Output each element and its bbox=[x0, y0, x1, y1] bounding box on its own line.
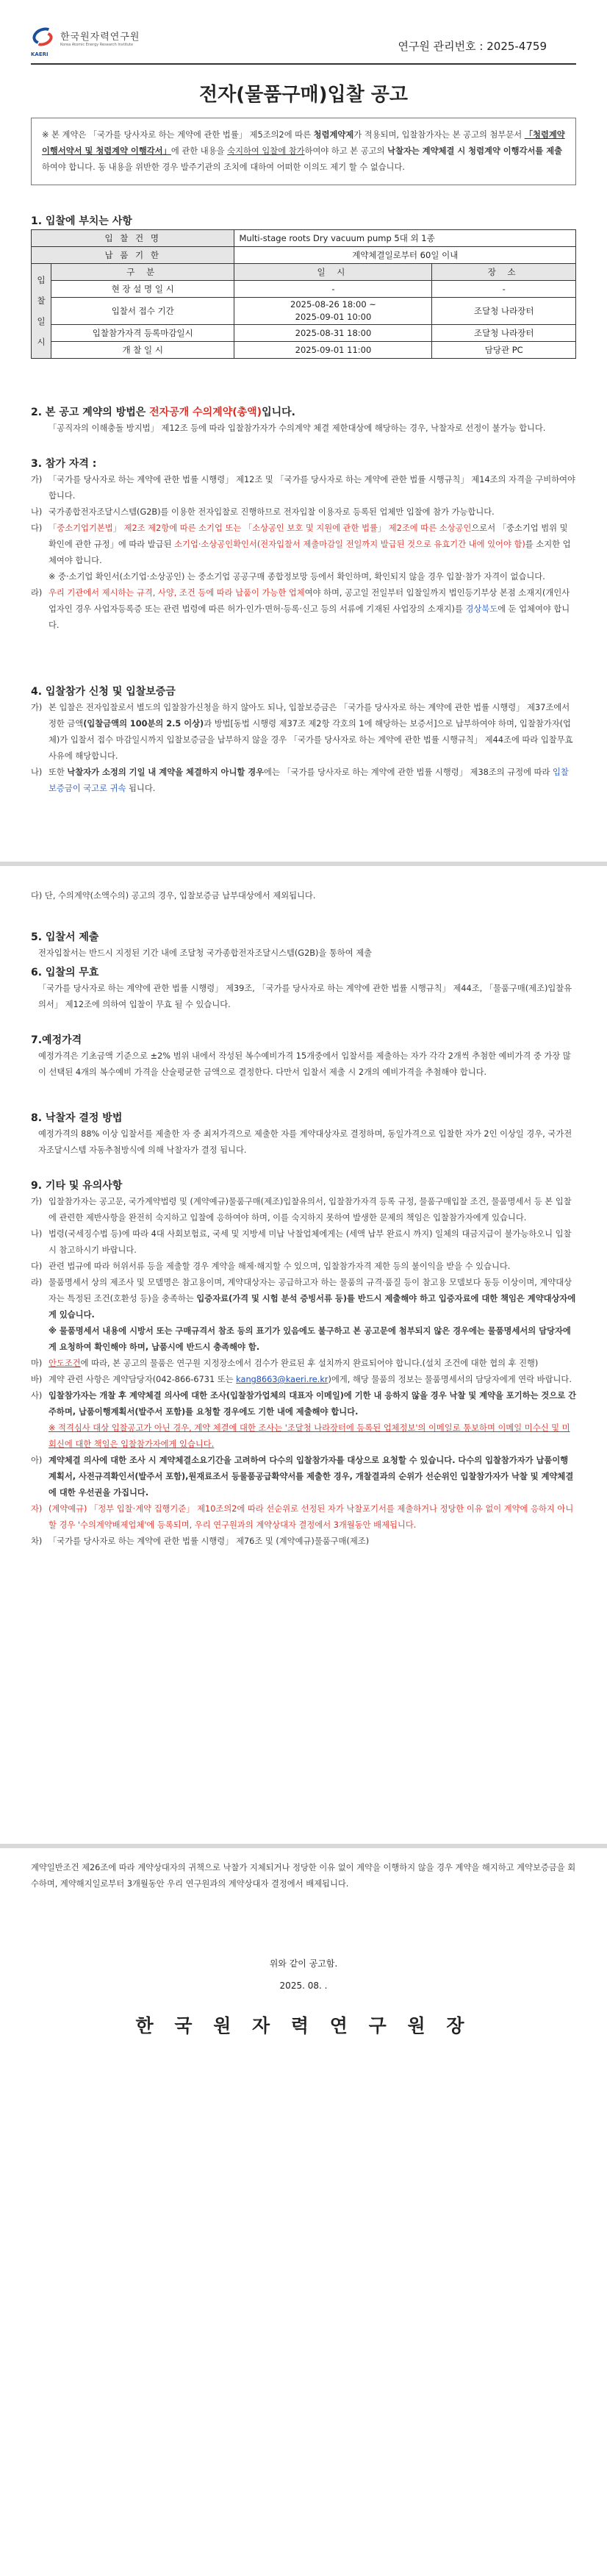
document-page-1 bbox=[9, 6, 598, 860]
section-8-text: 예정가격의 88% 이상 입찰서를 제출한 자 중 최저가격으로 제출한 자를 계약대상자로 결정하며, 동일가격으로 입찰한 자가 2인 이상일 경우, 국가전자조달시스템 자동추첨방식에 의해 낙찰자가 결정 됩니다. bbox=[38, 1129, 572, 1155]
section-7-heading: 7.예정가격 bbox=[31, 1034, 82, 1046]
integrity-notice-box bbox=[31, 118, 576, 185]
delivery-deadline-label: 납 품 기 한 bbox=[32, 247, 234, 264]
list-item: ※ 중·소기업 확인서(소기업·소상공인) 는 중소기업 공공구매 종합정보망 등에서 확인하며, 확인되지 않을 경우 입찰·참가 자격이 없습니다. bbox=[49, 572, 545, 582]
table-row bbox=[32, 281, 576, 298]
section-8-heading: 8. 낙찰자 결정 방법 bbox=[31, 1112, 123, 1124]
col-type-header: 구 분 bbox=[51, 264, 234, 281]
section-2-heading: 2. 본 공고 계약의 방법은 전자공개 수의계약(총액)입니다. bbox=[31, 407, 295, 418]
case-name-value: Multi-stage roots Dry vacuum pump 5대 외 1종 bbox=[234, 230, 576, 247]
case-name-label: 입 찰 건 명 bbox=[32, 230, 234, 247]
table-row bbox=[32, 298, 576, 325]
section-3-body bbox=[31, 472, 576, 634]
list-item: 가) 입찰참가자는 공고문, 국가계약법령 및 (계약예규)물품구매(제조)입찰유의서, 입찰참가자격 등록 규정, 물품구매입찰 조건, 물품명세서 등 본 입찰에 관련한 제반사항을 완전히 숙지하고 입찰에 응하여야 하며, 이를 숙지하지 못하여 발생한 문제의 책임은 입찰참가자에게 있습니다. bbox=[31, 1197, 572, 1223]
section-1-heading: 1. 입찰에 부치는 사항 bbox=[31, 215, 132, 227]
announce-line: 위와 같이 공고함. bbox=[269, 1958, 338, 1969]
list-item: 라) 물품명세서 상의 제조사 및 모델명은 참고용이며, 계약대상자는 공급하고자 하는 물품의 규격·품질 등이 참고용 모델보다 동등 이상이며, 계약대상자는 특정된 조건(호환성 등)을 충족하는 입증자료(가격 및 시험 분석 증빙서류 등)를 반드시 제출해야 하고 입증자료에 대한 책임은 계약대상자에게 있습니다. bbox=[31, 1278, 576, 1320]
table-row bbox=[32, 342, 576, 359]
list-item: ※ 적격심사 대상 입찰공고가 아닌 경우, 계약 체결에 대한 조사는 '조달청 나라장터에 등록된 업체정보'의 이메일로 통보하며 이메일 미수신 및 미회신에 대한 책임은 입찰참가자에게 있습니다. bbox=[49, 1423, 570, 1449]
row-place: - bbox=[432, 281, 576, 298]
list-item: 라) 우리 기관에서 제시하는 규격, 사양, 조건 등에 따라 납품이 가능한 업체여야 하며, 공고일 전일부터 입찰일까지 법인등기부상 본점 소재지(개인사업자인 경우 사업자등록증 또는 관련 법령에 따른 허가·인가·면허·등록·신고 등의 서류에 기재된 사업장의 소재지)를 경상북도에 둔 업체여야 합니다. bbox=[31, 588, 570, 630]
row-place: 조달청 나라장터 bbox=[432, 298, 576, 325]
section-5-text: 전자입찰서는 반드시 지정된 기간 내에 조달청 국가종합전자조달시스템(G2B)을 통하여 제출 bbox=[38, 948, 373, 958]
row-place: 조달청 나라장터 bbox=[432, 325, 576, 342]
section-3-heading: 3. 참가 자격 : bbox=[31, 458, 97, 470]
list-item: 바) 계약 관련 사항은 계약담당자(042-866-6731 또는 kang8663@kaeri.re.kr)에게, 해당 물품의 정보는 물품명세서의 담당자에게 연락 바랍니다. bbox=[31, 1375, 572, 1384]
closing-text: 계약일반조건 제26조에 따라 계약상대자의 귀책으로 낙찰가 지체되거나 정당한 이유 없이 계약을 이행하지 않을 경우 계약을 해지하고 계약보증금을 회수하며, 계약해지일로부터 3개월동안 우리 연구원과의 계약상대자 결정에서 배제됩니다. bbox=[31, 1863, 576, 1889]
section-6-heading: 6. 입찰의 무효 bbox=[31, 967, 99, 978]
bid-schedule-vertical-label: 입 찰 일 시 bbox=[32, 264, 51, 359]
notice-text: ※ 본 계약은 「국가를 당사자로 하는 계약에 관한 법률」 제5조의2에 따른 청렴계약제가 적용되며, 입찰참가자는 본 공고의 첨부문서 「청렴계약 이행서약서 및 청렴계약 이행각서」에 관한 내용을 숙지하여 입찰에 참가하여야 하고 본 공고의 낙찰자는 계약체결 시 청렴계약 이행각서를 제출하여야 합니다. 동 내용을 위반한 경우 발주기관의 조치에 대하여 어떠한 이의도 제기 할 수 없습니다. bbox=[42, 130, 565, 172]
row-datetime: - bbox=[234, 281, 432, 298]
management-number: 연구원 관리번호 : 2025-4759 bbox=[398, 40, 547, 53]
kaeri-logo-icon bbox=[31, 25, 56, 57]
section-4-body bbox=[31, 700, 576, 797]
list-item: ※ 물품명세서 내용에 시방서 또는 구매규격서 참조 등의 표기가 있음에도 불구하고 본 공고문에 첨부되지 않은 경우에는 물품명세서의 담당자에게 요청하여 확인해야 하며, 납품시에 반드시 충족해야 함. bbox=[49, 1326, 571, 1352]
list-item: 차) 「국가를 당사자로 하는 계약에 관한 법률 시행령」 제76조 및 (계약예규)물품구매(제조) bbox=[31, 1536, 370, 1546]
org-name-kr: 한국원자력연구원 bbox=[60, 31, 140, 43]
row-type: 현 장 설 명 일 시 bbox=[51, 281, 234, 298]
list-item: 나) 또한 낙찰자가 소정의 기일 내 계약을 체결하지 아니할 경우에는 「국가를 당사자로 하는 계약에 관한 법률 시행령」 제38조의 규정에 따라 입찰보증금이 국고로 귀속 됩니다. bbox=[31, 768, 569, 793]
document-page-3 bbox=[9, 1848, 598, 2576]
document-title: 전자(물품구매)입찰 공고 bbox=[199, 84, 408, 106]
col-datetime-header: 일 시 bbox=[234, 264, 432, 281]
bid-info-table bbox=[31, 229, 576, 359]
document-page-2 bbox=[9, 866, 598, 1842]
org-name-en: Korea Atomic Energy Research Institute bbox=[60, 42, 134, 47]
section-9-body bbox=[31, 1194, 576, 1550]
row-datetime: 2025-08-26 18:00 ~ 2025-09-01 10:00 bbox=[234, 298, 432, 325]
list-item: 가) 「국가를 당사자로 하는 계약에 관한 법률 시행령」 제12조 및 「국가를 당사자로 하는 계약에 관한 법률 시행규칙」 제14조의 자격을 구비하여야 합니다. bbox=[31, 475, 575, 501]
list-item: 사) 입찰참가자는 개찰 후 계약체결 의사에 대한 조사(입찰참가업체의 대표자 이메일)에 기한 내 응하지 않을 경우 낙찰 및 계약을 포기하는 것으로 간주하며, 납품이행계획서(발주서 포함)를 요청할 경우에도 기한 내에 제출해야 합니다. bbox=[31, 1391, 576, 1417]
contact-email-link[interactable]: kang8663@kaeri.re.kr bbox=[236, 1375, 328, 1384]
list-item: 자) (계약예규) 「정부 입찰·계약 집행기준」 제10조의2에 따라 선순위로 선정된 자가 낙찰포기서를 제출하거나 정당한 이유 없이 계약에 응하지 아니할 경우 '수의계약배제업체'에 등록되며, 우리 연구원과의 계약상대자 결정에서 3개월동안 배제됩니다. bbox=[31, 1504, 574, 1530]
section-6-text: 「국가를 당사자로 하는 계약에 관한 법률 시행령」 제39조, 「국가를 당사자로 하는 계약에 관한 법률 시행규칙」 제44조, 「물품구매(제조)입찰유의서」 제12조에 의하여 입찰이 무효 될 수 있습니다. bbox=[38, 984, 572, 1009]
list-item: 다) 「중소기업기본법」 제2조 제2항에 따른 소기업 또는 「소상공인 보호 및 지원에 관한 법률」 제2조에 따른 소상공인으로서 「중소기업 범위 및 확인에 관한 규정」에 따라 발급된 소기업·소상공인확인서(전자입찰서 제출마감일 전일까지 발급된 것으로 유효기간 내에 있어야 함)를 소지한 업체여야 합니다. bbox=[31, 523, 571, 565]
section-5-heading: 5. 입찰서 제출 bbox=[31, 931, 99, 943]
list-item: 마) 안도조건에 따라, 본 공고의 물품은 연구원 지정장소에서 검수가 완료된 후 설치까지 완료되어야 합니다.(설치 조건에 대한 협의 후 진행) bbox=[31, 1359, 539, 1368]
row-type: 개 찰 일 시 bbox=[51, 342, 234, 359]
list-item: 아) 계약체결 의사에 대한 조사 시 계약체결소요기간을 고려하여 다수의 입찰참가자를 대상으로 요청할 수 있습니다. 다수의 입찰참가자가 납품이행계획서, 사전규격확인서(발주서 포함),원재료조서 등물품공급확약서를 제출한 경우, 개찰결과의 순위가 선순위인 입찰참가자가 낙찰 및 계약체결에 대한 우선권을 가집니다. bbox=[31, 1456, 574, 1498]
logo-abbr: KAERI bbox=[31, 51, 49, 57]
row-datetime: 2025-08-31 18:00 bbox=[234, 325, 432, 342]
col-place-header: 장 소 bbox=[432, 264, 576, 281]
announce-date: 2025. 08. . bbox=[279, 1981, 328, 1991]
kaeri-logo bbox=[31, 25, 140, 57]
president-signature: 한 국 원 자 력 연 구 원 장 bbox=[135, 2015, 472, 2036]
section-4-item-da: 다) 단, 수의계약(소액수의) 공고의 경우, 입찰보증금 납부대상에서 제외됩니다. bbox=[31, 891, 316, 901]
delivery-deadline-value: 계약체결일로부터 60일 이내 bbox=[234, 247, 576, 264]
section-9-heading: 9. 기타 및 유의사항 bbox=[31, 1180, 123, 1192]
row-type: 입찰서 접수 기간 bbox=[51, 298, 234, 325]
list-item: 나) 법령(국세징수법 등)에 따라 4대 사회보험료, 국세 및 지방세 미납 낙찰업체에게는 (세액 납부 완료시 까지) 일체의 대금지급이 불가능하오니 입찰 시 참고하시기 바랍니다. bbox=[31, 1229, 572, 1255]
list-item: 나) 국가종합전자조달시스템(G2B)를 이용한 전자입찰로 진행하므로 전자입찰 이용자로 등록된 업체만 입찰에 참가 가능합니다. bbox=[31, 507, 495, 517]
table-row bbox=[32, 325, 576, 342]
list-item: 가) 본 입찰은 전자입찰로서 별도의 입찰참가신청을 하지 않아도 되나, 입찰보증금은 「국가를 당사자로 하는 계약에 관한 법률 시행령」 제37조에서 정한 금액(입찰금액의 100분의 2.5 이상)과 방법[동법 시행령 제37조 제2항 각호의 1에 해당하는 보증서]으로 납부하여야 하며, 입찰참가자(업체)가 입찰서 접수 마감일시까지 입찰보증금을 납부하지 않을 경우 「국가를 당사자로 하는 계약에 관한 법률 시행규칙」 제44조에 따라 입찰무효 사유에 해당합니다. bbox=[31, 703, 573, 761]
row-type: 입찰참가자격 등록마감일시 bbox=[51, 325, 234, 342]
row-datetime: 2025-09-01 11:00 bbox=[234, 342, 432, 359]
row-place: 담당관 PC bbox=[432, 342, 576, 359]
header-divider bbox=[31, 63, 576, 65]
section-2-text: 「공직자의 이해충돌 방지법」 제12조 등에 따라 입찰참가자가 수의계약 체결 제한대상에 해당하는 경우, 낙찰자로 선정이 불가능 합니다. bbox=[49, 423, 546, 433]
list-item: 다) 관련 법규에 따라 허위서류 등을 제출할 경우 계약을 해제·해지할 수 있으며, 입찰참가자격 제한 등의 불이익을 받을 수 있습니다. bbox=[31, 1262, 511, 1271]
section-4-heading: 4. 입찰참가 신청 및 입찰보증금 bbox=[31, 686, 176, 698]
section-7-text: 예정가격은 기초금액 기준으로 ±2% 범위 내에서 작성된 복수예비가격 15개중에서 입찰서를 제출하는 자가 각각 2개씩 추첨한 예비가격 중 가장 많이 선택된 4개의 복수예비 가격을 산술평균한 금액으로 결정한다. 다만서 입찰서 제출 시 2개의 예비가격을 추첨해야 합니다. bbox=[38, 1051, 571, 1077]
